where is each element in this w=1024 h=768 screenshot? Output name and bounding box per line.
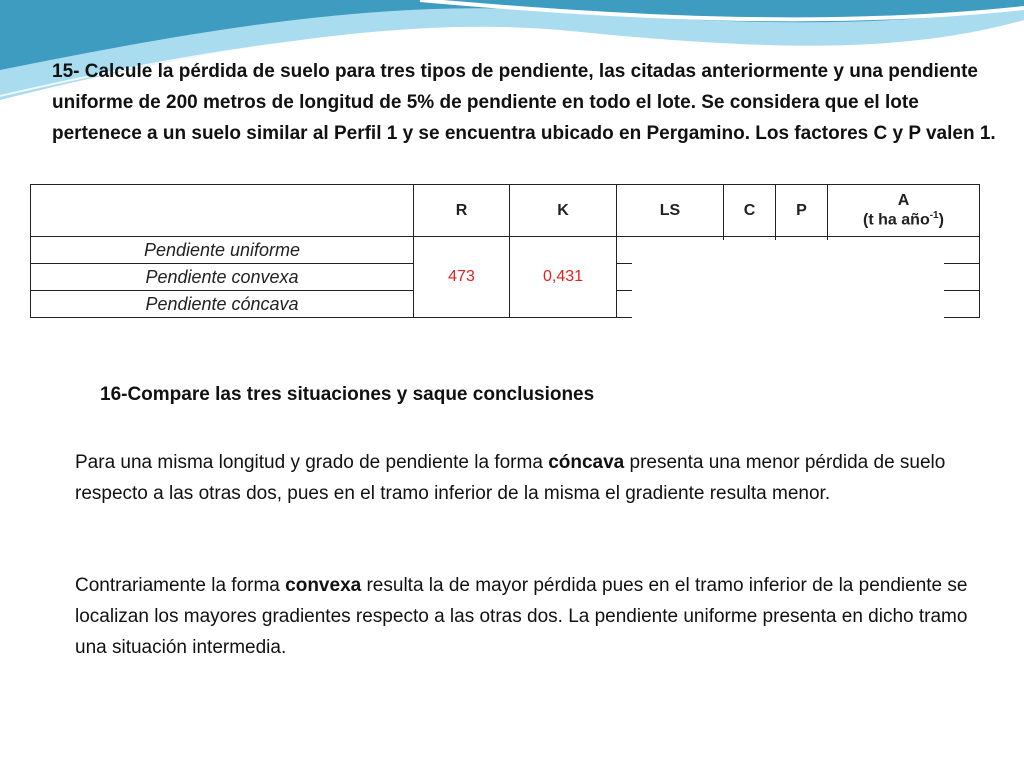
header-a-unit: (t ha año$^{-1}$) bbox=[863, 209, 944, 229]
header-a bbox=[828, 185, 980, 237]
header-p: P bbox=[776, 185, 828, 237]
question-15-text: 15- Calcule la pérdida de suelo para tres tipos de pendiente, las citadas anteriormente y una pendiente uniforme de 200 metros de longitud de 5% de pendiente en todo el lote. Se considera que el lote pertenece a un suelo similar al Perfil 1 y se encuentra ubicado en Pergamino. Los factores C y P valen 1. bbox=[52, 61, 996, 144]
answer-paragraph-1: Para una misma longitud y grado de pendiente la forma cóncava presenta una menor pérdida de suelo respecto a las otras dos, pues en el tramo inferior de la misma el gradiente resulta menor. bbox=[75, 452, 946, 504]
header-r: R bbox=[414, 185, 510, 237]
bold-convexa: convexa bbox=[285, 575, 362, 596]
row-label-uniforme: Pendiente uniforme bbox=[31, 237, 414, 264]
row-label-concava: Pendiente cóncava bbox=[31, 291, 414, 318]
header-empty bbox=[31, 185, 414, 237]
header-k: K bbox=[510, 185, 617, 237]
answer-mask bbox=[632, 240, 944, 320]
bold-concava: cóncava bbox=[548, 452, 625, 473]
k-value: 0,431 bbox=[510, 237, 617, 318]
header-a-label: A bbox=[897, 191, 910, 209]
header-ls: LS bbox=[617, 185, 724, 237]
answer-paragraph-2: Contrariamente la forma convexa resulta la de mayor pérdida pues en el tramo inferior de la pendiente se localizan los mayores gradientes respecto a las otras dos. La pendiente uniforme presenta en dicho tramo una situación intermedia. bbox=[75, 575, 968, 658]
row-label-convexa: Pendiente convexa bbox=[31, 264, 414, 291]
question-16-title: 16-Compare las tres situaciones y saque conclusiones bbox=[100, 384, 595, 405]
header-c: C bbox=[724, 185, 776, 237]
table-header-row bbox=[31, 185, 980, 237]
r-value: 473 bbox=[414, 237, 510, 318]
